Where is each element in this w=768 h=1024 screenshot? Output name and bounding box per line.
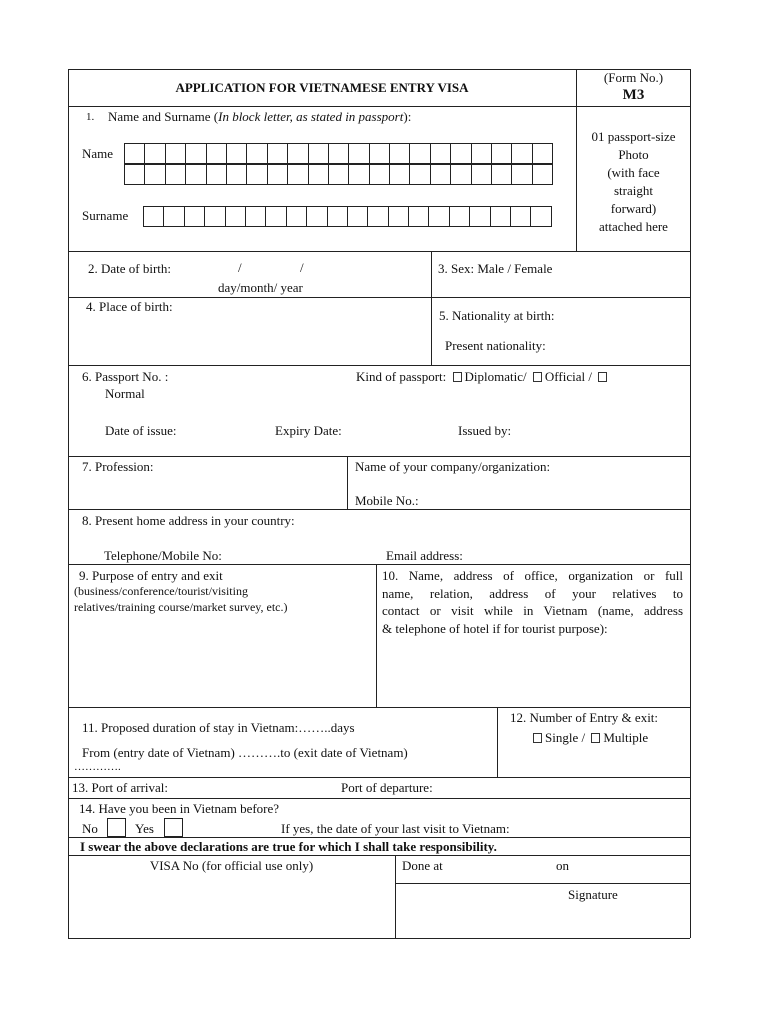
no-label: No <box>82 821 98 836</box>
passport-no-label: 6. Passport No. : <box>82 369 169 384</box>
divider-header <box>68 106 690 107</box>
letter-box[interactable] <box>511 164 532 185</box>
diplomatic-checkbox[interactable] <box>453 372 462 382</box>
letter-box[interactable] <box>124 143 145 164</box>
letter-box[interactable] <box>287 143 308 164</box>
surname-grid[interactable] <box>143 206 551 227</box>
letter-box[interactable] <box>430 143 451 164</box>
letter-box[interactable] <box>328 164 349 185</box>
section-1-label-text: Name and Surname ( <box>108 109 219 124</box>
section-1-label-italic: In block letter, as stated in passport <box>218 109 404 124</box>
border-right <box>690 69 691 938</box>
form-title: APPLICATION FOR VIETNAMESE ENTRY VISA <box>175 80 469 95</box>
section-1-number: 1. <box>86 111 95 123</box>
divider <box>68 855 690 856</box>
diplomatic-label: Diplomatic/ <box>464 369 527 384</box>
letter-box[interactable] <box>511 143 532 164</box>
border-bottom <box>68 938 690 939</box>
letter-box[interactable] <box>204 206 225 227</box>
normal-label: Normal <box>105 386 145 401</box>
letter-box[interactable] <box>450 143 471 164</box>
letter-box[interactable] <box>165 164 186 185</box>
letter-box[interactable] <box>143 206 164 227</box>
letter-box[interactable] <box>532 143 553 164</box>
letter-box[interactable] <box>409 164 430 185</box>
photo-placeholder <box>577 128 690 236</box>
duration-of-stay-label: 11. Proposed duration of stay in Vietnam:……..days <box>82 720 355 735</box>
telephone-label: Telephone/Mobile No: <box>104 548 222 563</box>
form-no-label: (Form No.) <box>603 70 664 85</box>
letter-box[interactable] <box>124 164 145 185</box>
divider <box>376 564 377 707</box>
letter-box[interactable] <box>471 164 492 185</box>
contacts-line: 10. Name, address of office, organization or full <box>382 568 683 583</box>
letter-box[interactable] <box>388 206 409 227</box>
section-1-label-end: ): <box>403 109 412 124</box>
divider <box>68 837 690 838</box>
divider <box>68 798 690 799</box>
normal-checkbox[interactable] <box>598 372 607 382</box>
entry-type-options <box>530 730 648 745</box>
purpose-label: 9. Purpose of entry and exit <box>79 568 223 583</box>
photo-line: straight <box>614 183 653 198</box>
photo-line: 01 passport-size <box>591 129 676 144</box>
email-label: Email address: <box>386 548 463 563</box>
letter-box[interactable] <box>327 206 348 227</box>
letter-box[interactable] <box>408 206 429 227</box>
letter-box[interactable] <box>206 164 227 185</box>
yes-checkbox[interactable] <box>164 818 183 837</box>
letter-box[interactable] <box>308 164 329 185</box>
photo-line: (with face <box>607 165 660 180</box>
section-1-label <box>108 109 411 124</box>
divider <box>68 777 690 778</box>
port-of-arrival-label: 13. Port of arrival: <box>72 780 169 795</box>
letter-box[interactable] <box>389 143 410 164</box>
present-nationality-label: Present nationality: <box>445 338 546 353</box>
declaration: I swear the above declarations are true for which I shall take responsibility. <box>80 839 497 854</box>
multiple-entry-checkbox[interactable] <box>591 733 600 743</box>
visited-before-label: 14. Have you been in Vietnam before? <box>79 801 280 816</box>
letter-box[interactable] <box>185 143 206 164</box>
place-of-birth-label: 4. Place of birth: <box>86 299 173 314</box>
letter-box[interactable] <box>532 164 553 185</box>
letter-box[interactable] <box>246 143 267 164</box>
divider <box>68 564 690 565</box>
letter-box[interactable] <box>163 206 184 227</box>
passport-kind-label: Kind of passport: <box>356 369 447 384</box>
letter-box[interactable] <box>165 143 186 164</box>
letter-box[interactable] <box>389 164 410 185</box>
nationality-at-birth-label: 5. Nationality at birth: <box>439 308 555 323</box>
letter-box[interactable] <box>348 143 369 164</box>
divider <box>68 707 690 708</box>
divider <box>68 297 690 298</box>
mobile-label: Mobile No.: <box>355 493 419 508</box>
divider <box>497 707 498 777</box>
divider <box>68 365 690 366</box>
letter-box[interactable] <box>491 164 512 185</box>
purpose-examples: (business/conference/tourist/visiting <box>74 584 248 598</box>
letter-box[interactable] <box>428 206 449 227</box>
letter-box[interactable] <box>369 164 390 185</box>
divider <box>395 855 396 938</box>
letter-box[interactable] <box>471 143 492 164</box>
letter-box[interactable] <box>226 143 247 164</box>
date-of-birth-label: 2. Date of birth: <box>88 261 172 276</box>
entry-exit-dates-label: From (entry date of Vietnam) ……….to (exit date of Vietnam) <box>82 745 408 760</box>
letter-box[interactable] <box>449 206 470 227</box>
border-left <box>68 69 69 938</box>
no-checkbox[interactable] <box>107 818 126 837</box>
photo-line: Photo <box>618 147 649 162</box>
form-number: M3 <box>622 87 645 103</box>
divider <box>395 883 690 884</box>
sex-label: 3. Sex: Male / Female <box>438 261 553 276</box>
divider <box>431 251 432 365</box>
purpose-examples: relatives/training course/market survey, etc.) <box>74 600 288 614</box>
dob-separator: / <box>238 260 242 275</box>
letter-box[interactable] <box>450 164 471 185</box>
company-label: Name of your company/organization: <box>355 459 551 474</box>
photo-line: forward) <box>610 201 657 216</box>
single-entry-label: Single / <box>545 730 586 745</box>
date-of-issue-label: Date of issue: <box>105 423 177 438</box>
yes-label: Yes <box>135 821 154 836</box>
letter-box[interactable] <box>409 143 430 164</box>
name-label: Name <box>82 146 114 161</box>
letter-box[interactable] <box>367 206 388 227</box>
letter-box[interactable] <box>184 206 205 227</box>
divider <box>68 509 690 510</box>
letter-box[interactable] <box>369 143 390 164</box>
letter-box[interactable] <box>246 164 267 185</box>
on-label: on <box>556 858 569 873</box>
contacts-line: name, relation, address of your relatives to <box>382 585 683 601</box>
letter-box[interactable] <box>286 206 307 227</box>
letter-box[interactable] <box>185 164 206 185</box>
letter-box[interactable] <box>144 143 165 164</box>
contacts-line: & telephone of hotel if for tourist purpose): <box>382 620 608 636</box>
letter-box[interactable] <box>245 206 266 227</box>
letter-box[interactable] <box>469 206 490 227</box>
last-visit-label: If yes, the date of your last visit to Vietnam: <box>281 821 510 836</box>
letter-box[interactable] <box>347 206 368 227</box>
issued-by-label: Issued by: <box>458 423 512 438</box>
letter-box[interactable] <box>430 164 451 185</box>
official-label: Official / <box>544 369 592 384</box>
single-entry-checkbox[interactable] <box>533 733 542 743</box>
letter-box[interactable] <box>348 164 369 185</box>
letter-box[interactable] <box>267 143 288 164</box>
letter-box[interactable] <box>206 143 227 164</box>
letter-box[interactable] <box>226 164 247 185</box>
divider <box>347 456 348 509</box>
dob-format-hint: day/month/ year <box>218 280 303 295</box>
multiple-entry-label: Multiple <box>603 730 649 745</box>
name-grid-row-2[interactable] <box>124 164 552 185</box>
port-of-departure-label: Port of departure: <box>341 780 433 795</box>
letter-box[interactable] <box>308 143 329 164</box>
name-grid-row-1[interactable] <box>124 143 552 164</box>
photo-line: attached here <box>599 219 668 234</box>
contacts-in-vietnam-label <box>382 567 683 637</box>
letter-box[interactable] <box>225 206 246 227</box>
expiry-date-label: Expiry Date: <box>275 423 342 438</box>
letter-box[interactable] <box>491 143 512 164</box>
home-address-label: 8. Present home address in your country: <box>82 513 295 528</box>
letter-box[interactable] <box>510 206 531 227</box>
contacts-line: contact or visit while in Vietnam (name, address <box>382 603 683 618</box>
dotted-fill: …………. <box>74 761 121 773</box>
divider <box>68 456 690 457</box>
passport-kind <box>356 369 610 384</box>
letter-box[interactable] <box>267 164 288 185</box>
letter-box[interactable] <box>306 206 327 227</box>
done-at-label: Done at <box>402 858 443 873</box>
signature-label: Signature <box>568 887 618 902</box>
letter-box[interactable] <box>144 164 165 185</box>
number-of-entry-label: 12. Number of Entry & exit: <box>510 710 659 725</box>
letter-box[interactable] <box>490 206 511 227</box>
visa-no-official-label: VISA No (for official use only) <box>149 858 314 873</box>
official-checkbox[interactable] <box>533 372 542 382</box>
letter-box[interactable] <box>328 143 349 164</box>
divider <box>68 251 690 252</box>
letter-box[interactable] <box>265 206 286 227</box>
letter-box[interactable] <box>287 164 308 185</box>
dob-separator: / <box>300 260 304 275</box>
surname-label: Surname <box>82 208 129 223</box>
profession-label: 7. Profession: <box>82 459 154 474</box>
letter-box[interactable] <box>530 206 551 227</box>
